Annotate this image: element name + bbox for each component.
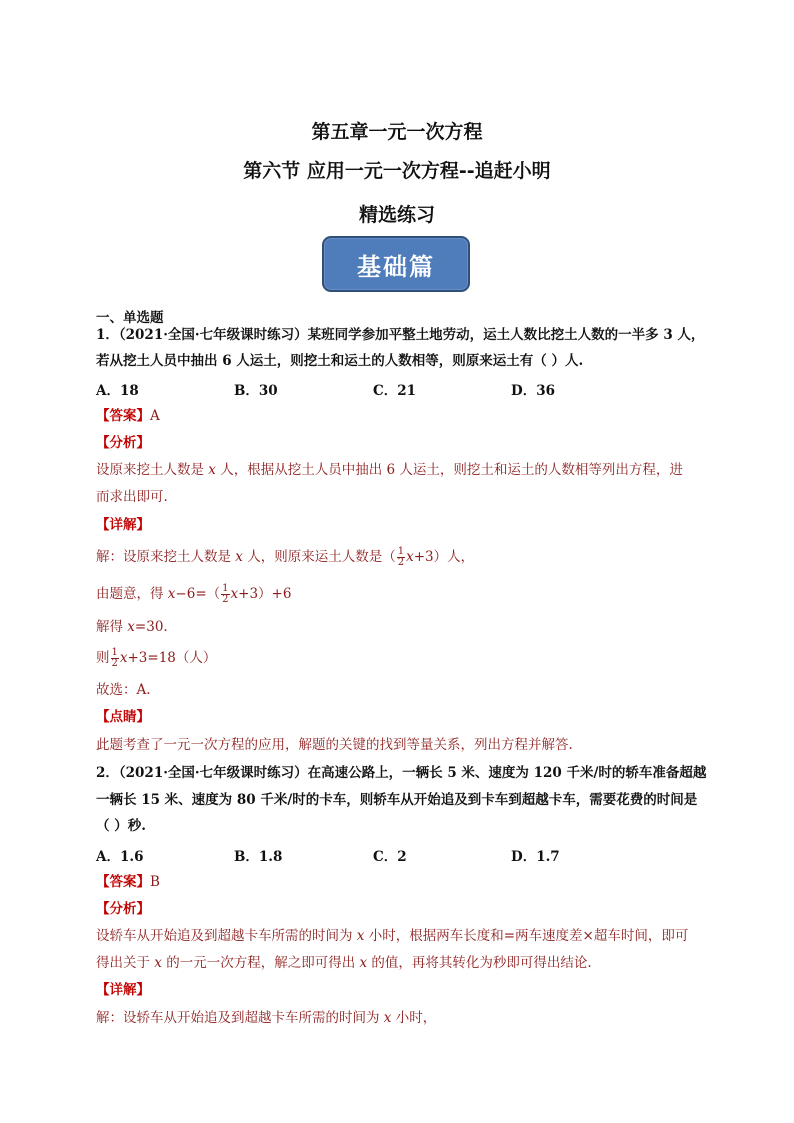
text-segment: 的值，再将其转化为秒即可得出结论. (367, 955, 592, 971)
q2-analysis-line2 (96, 953, 592, 973)
variable: x (230, 586, 239, 602)
text-segment: +3）人， (413, 549, 475, 565)
q1-option-d: D．36 (511, 383, 555, 399)
text-segment: +3=18（人） (127, 650, 217, 666)
q1-point-tag: 【点睛】 (96, 709, 150, 725)
level-badge: 基础篇 (322, 236, 470, 292)
answer-value: B (150, 874, 160, 890)
fraction: $\frac{1}{2}$ (222, 583, 229, 605)
text-segment: 小时，根据两车长度和=两车速度差×超车时间，即可 (364, 928, 689, 944)
q1-analysis-tag: 【分析】 (96, 435, 150, 451)
variable: x (359, 955, 368, 971)
q2-stem-line3: （ ）秒. (96, 818, 146, 834)
variable: x (127, 619, 135, 635)
q2-stem-line2: 一辆长 15 米、速度为 80 千米/时的卡车，则轿车从开始追及到卡车到超越卡车，需要花费的时间是 (96, 792, 698, 808)
chapter-title: 第五章一元一次方程 (311, 121, 483, 143)
answer-value: A (150, 408, 160, 424)
text-segment: =30. (134, 619, 168, 635)
q1-detail-tag: 【详解】 (96, 517, 150, 533)
text-segment: 解：设原来挖土人数是 (96, 549, 236, 565)
fraction: $\frac{1}{2}$ (111, 647, 118, 669)
q1-analysis-line2: 而求出即可. (96, 489, 168, 505)
text-segment: 设轿车从开始追及到超越卡车所需的时间为 (96, 928, 357, 944)
part-heading: 一、单选题 (96, 310, 164, 326)
text-segment: 的一元一次方程，解之即可得出 (161, 955, 360, 971)
q1-detail-line2 (96, 584, 291, 605)
text-segment: 解：设轿车从开始追及到超越卡车所需的时间为 (96, 1010, 384, 1026)
text-segment: −6=（ (175, 586, 221, 602)
text-segment: 小时， (391, 1010, 437, 1026)
q2-option-d: D．1.7 (511, 849, 560, 865)
page-subtitle: 精选练习 (358, 204, 435, 226)
q2-option-c: C．2 (373, 849, 407, 865)
q1-detail-line4 (96, 648, 216, 669)
text-segment: 人，则原来运土人数是（ (242, 549, 396, 565)
variable: x (406, 549, 414, 565)
q1-option-a: A．18 (96, 383, 139, 399)
text-segment: 则 (96, 650, 110, 666)
q1-option-b: B．30 (234, 383, 278, 399)
section-title: 第六节 应用一元一次方程--追赶小明 (243, 160, 551, 182)
text-segment: 设原来挖土人数是 (96, 462, 209, 478)
variable: x (235, 549, 243, 565)
q1-stem-line1: 1．（2021·全国·七年级课时练习）某班同学参加平整土地劳动，运土人数比挖土人数的一半多 3 人， (96, 327, 705, 343)
q1-stem-line2: 若从挖土人员中抽出 6 人运土，则挖土和运土的人数相等，则原来运土有（ ）人. (96, 353, 584, 369)
q1-point-line: 此题考查了一元一次方程的应用，解题的关键的找到等量关系，列出方程并解答. (96, 737, 573, 753)
q2-option-a: A．1.6 (96, 849, 144, 865)
answer-tag: 【答案】 (96, 874, 150, 890)
variable: x (119, 650, 128, 666)
q1-detail-line3 (96, 617, 168, 637)
variable: x (208, 462, 216, 478)
answer-tag: 【答案】 (96, 408, 150, 424)
q2-answer (96, 872, 160, 892)
q1-option-c: C．21 (373, 383, 417, 399)
q1-analysis-line1 (96, 460, 683, 480)
text-segment: 得出关于 (96, 955, 155, 971)
variable: x (167, 586, 176, 602)
text-segment: 由题意，得 (96, 586, 168, 602)
q1-answer (96, 406, 160, 426)
text-segment: +3）+6 (238, 586, 292, 602)
q2-analysis-tag: 【分析】 (96, 901, 150, 917)
q2-option-b: B．1.8 (234, 849, 283, 865)
variable: x (383, 1010, 392, 1026)
q1-detail-line5: 故选：A. (96, 682, 151, 698)
fraction: $\frac{1}{2}$ (397, 546, 405, 568)
q2-stem-line1: 2．（2021·全国·七年级课时练习）在高速公路上，一辆长 5 米、速度为 120 千米/时的轿车准备超越 (96, 765, 707, 781)
q2-detail-line1 (96, 1008, 436, 1028)
q1-detail-line1 (96, 547, 474, 568)
q2-analysis-line1 (96, 926, 688, 946)
variable: x (356, 928, 365, 944)
text-segment: 人，根据从挖土人员中抽出 6 人运土，则挖土和运土的人数相等列出方程，进 (215, 462, 683, 478)
q2-detail-tag: 【详解】 (96, 982, 150, 998)
variable: x (154, 955, 162, 971)
text-segment: 解得 (96, 619, 128, 635)
